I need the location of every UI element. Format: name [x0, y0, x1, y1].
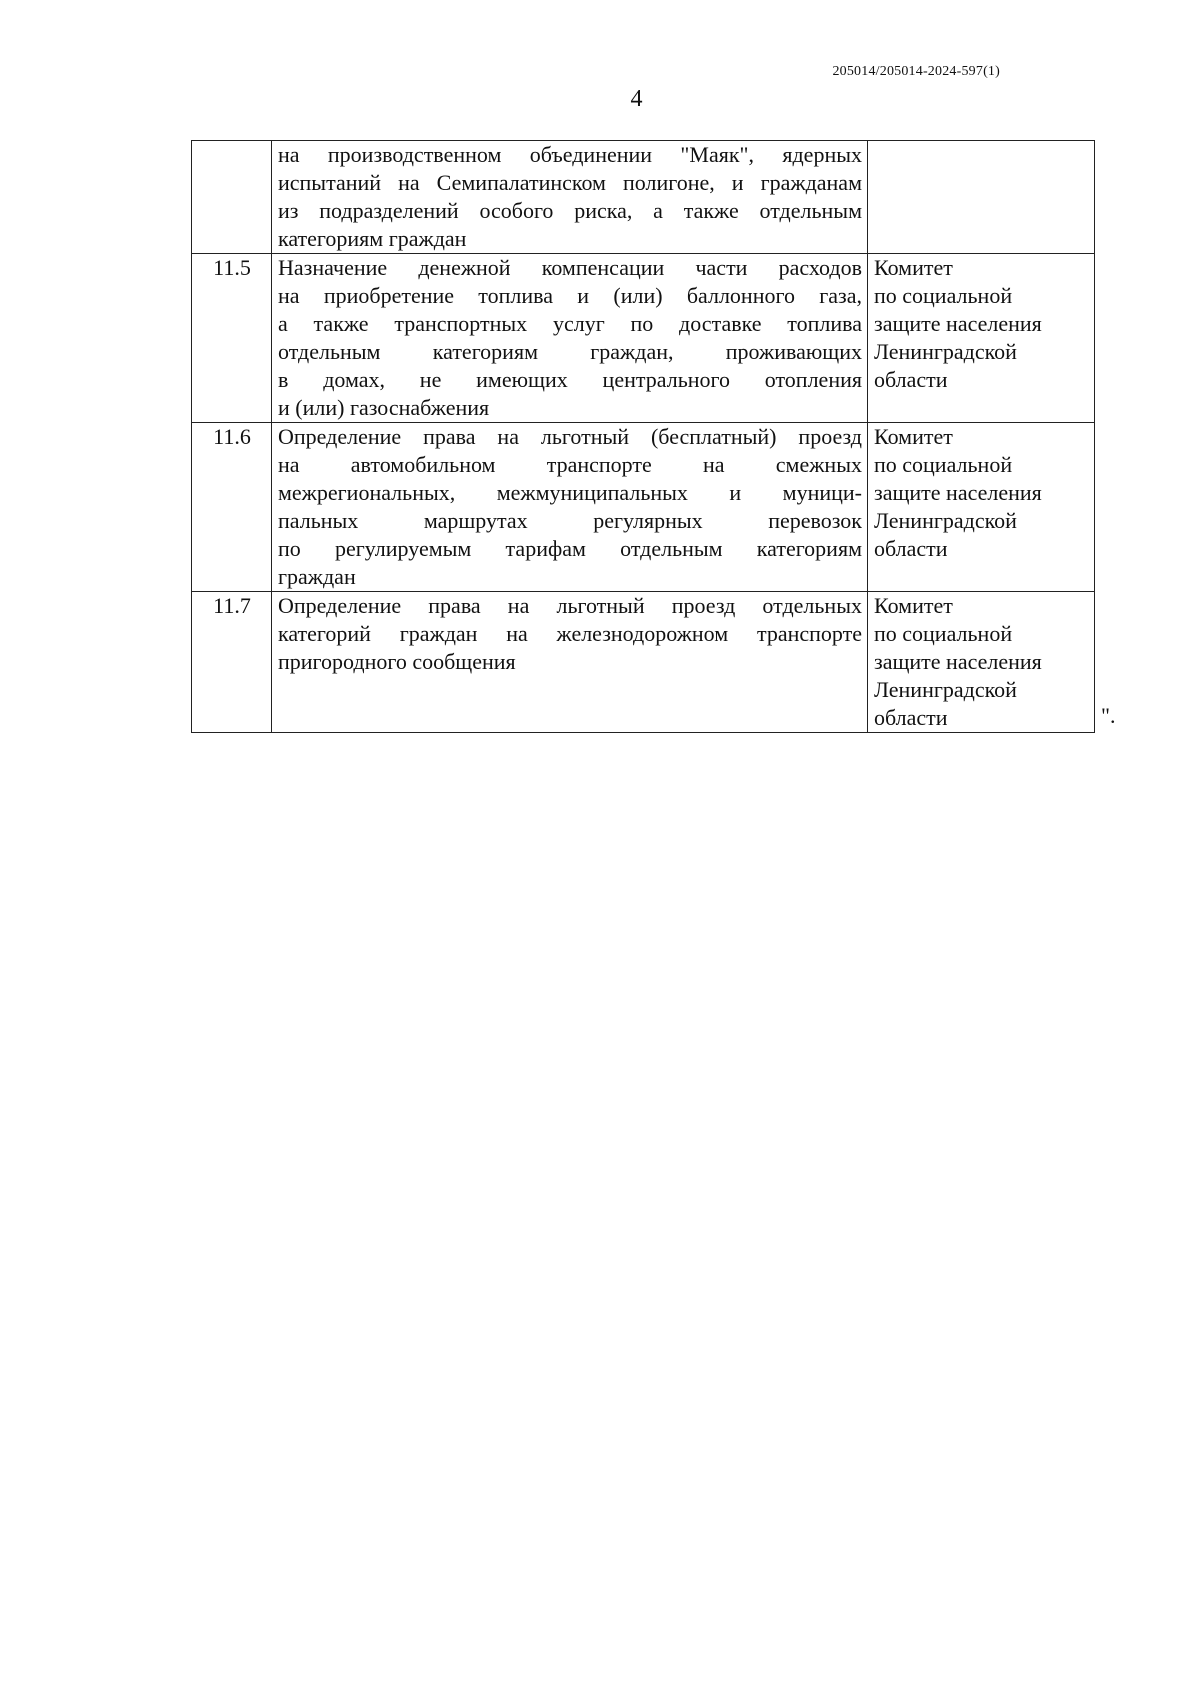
text-line: и (или) газоснабжения	[278, 395, 490, 420]
row-number: 11.5	[192, 254, 272, 423]
table-row	[192, 592, 1095, 733]
org-line: Ленинградской	[874, 339, 1017, 364]
row-number	[192, 141, 272, 254]
text-line: испытаний на Семипалатинском полигоне, и гражданам	[278, 170, 862, 195]
closing-quote: ".	[1101, 703, 1116, 728]
org-line: по социальной	[874, 621, 1013, 646]
responsible-organization	[868, 254, 1095, 423]
services-table	[191, 140, 1095, 733]
text-line: Определение права на льготный проезд отдельных	[278, 593, 862, 618]
org-line: по социальной	[874, 452, 1013, 477]
text-line: на приобретение топлива и (или) баллонного газа,	[278, 283, 862, 308]
text-line: в домах, не имеющих центрального отопления	[278, 367, 862, 392]
text-line: межрегиональных, межмуниципальных и муници-	[278, 480, 862, 505]
text-line: категориям граждан	[278, 226, 467, 251]
row-number: 11.6	[192, 423, 272, 592]
org-line: защите населения	[874, 480, 1042, 505]
text-line: граждан	[278, 564, 356, 589]
org-line: области	[874, 367, 948, 392]
org-line: Комитет	[874, 424, 953, 449]
table-row	[192, 141, 1095, 254]
org-line: защите населения	[874, 649, 1042, 674]
service-description	[272, 423, 868, 592]
text-line: Назначение денежной компенсации части расходов	[278, 255, 862, 280]
org-line: Ленинградской	[874, 508, 1017, 533]
text-line: по регулируемым тарифам отдельным категориям	[278, 536, 862, 561]
org-line: Ленинградской	[874, 677, 1017, 702]
text-line: отдельным категориям граждан, проживающих	[278, 339, 862, 364]
text-line: Определение права на льготный (бесплатный) проезд	[278, 424, 862, 449]
text-line: на автомобильном транспорте на смежных	[278, 452, 862, 477]
row-number: 11.7	[192, 592, 272, 733]
page-number: 4	[630, 86, 643, 112]
service-description	[272, 141, 868, 254]
table-row	[192, 423, 1095, 592]
text-line: пальных маршрутах регулярных перевозок	[278, 508, 862, 533]
org-line: области	[874, 536, 948, 561]
text-line: пригородного сообщения	[278, 649, 516, 674]
text-line: категорий граждан на железнодорожном транспорте	[278, 621, 862, 646]
document-id: 205014/205014-2024-597(1)	[832, 64, 1000, 79]
text-line: а также транспортных услуг по доставке топлива	[278, 311, 862, 336]
org-line: Комитет	[874, 255, 953, 280]
service-description	[272, 592, 868, 733]
org-line: защите населения	[874, 311, 1042, 336]
org-line: по социальной	[874, 283, 1013, 308]
responsible-organization	[868, 141, 1095, 254]
responsible-organization	[868, 592, 1095, 733]
text-line: из подразделений особого риска, а также отдельным	[278, 198, 862, 223]
org-line: Комитет	[874, 593, 953, 618]
org-line: области	[874, 705, 948, 730]
text-line: на производственном объединении "Маяк", ядерных	[278, 142, 862, 167]
service-description	[272, 254, 868, 423]
table-row	[192, 254, 1095, 423]
responsible-organization	[868, 423, 1095, 592]
